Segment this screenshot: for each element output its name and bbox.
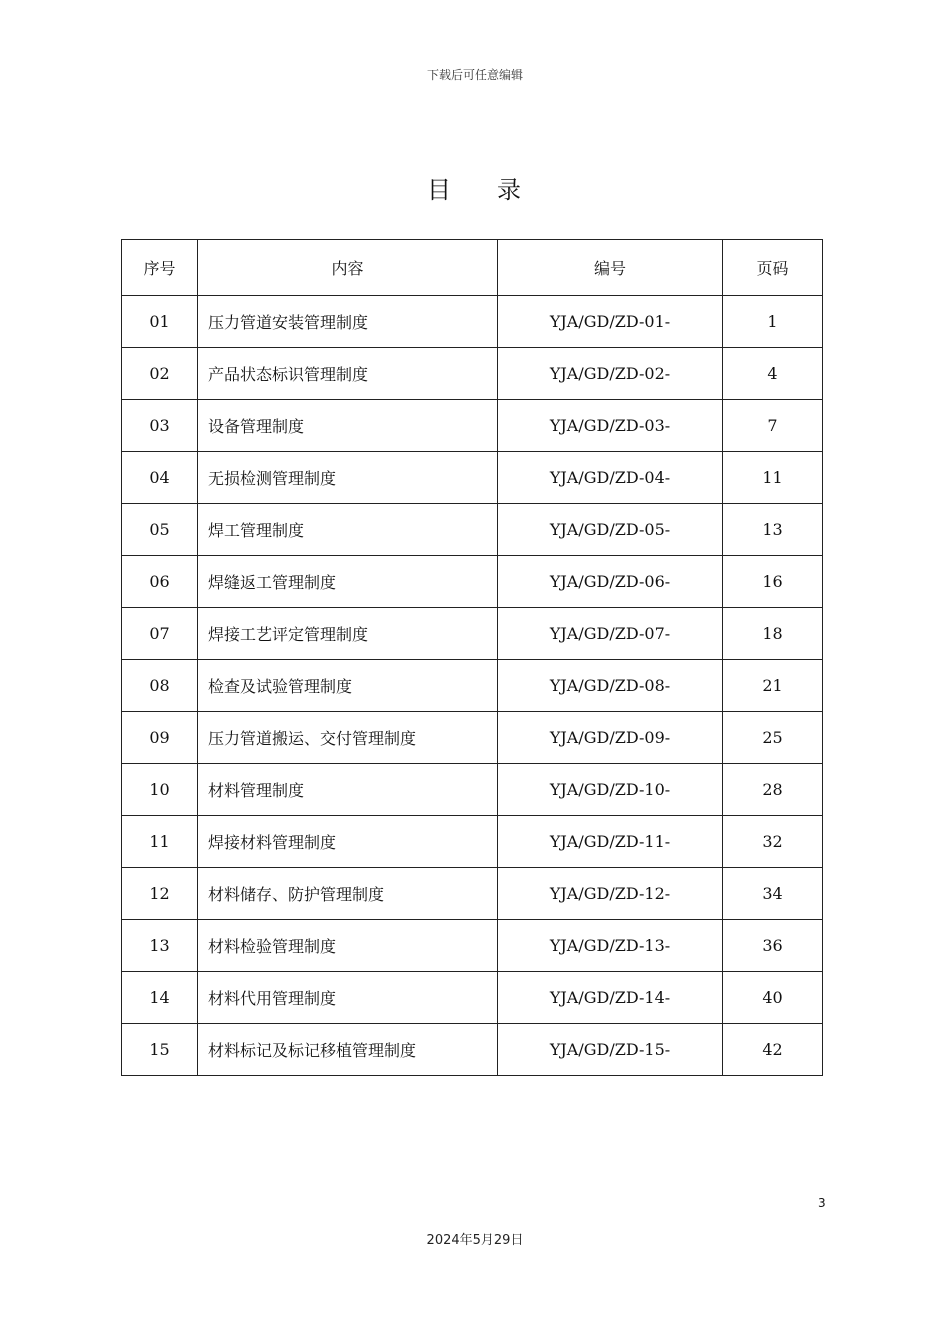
row-content: 材料标记及标记移植管理制度 bbox=[198, 1024, 498, 1076]
header-content: 内容 bbox=[198, 240, 498, 296]
row-number: 12 bbox=[122, 868, 198, 920]
row-content: 焊工管理制度 bbox=[198, 504, 498, 556]
table-row bbox=[122, 816, 823, 868]
row-content: 设备管理制度 bbox=[198, 400, 498, 452]
row-page: 11 bbox=[723, 452, 823, 504]
row-code: YJA/GD/ZD-06- bbox=[498, 556, 723, 608]
row-page: 40 bbox=[723, 972, 823, 1024]
page-title bbox=[0, 170, 950, 205]
row-code: YJA/GD/ZD-02- bbox=[498, 348, 723, 400]
toc-table bbox=[121, 239, 823, 1076]
row-page: 32 bbox=[723, 816, 823, 868]
row-content: 无损检测管理制度 bbox=[198, 452, 498, 504]
row-code: YJA/GD/ZD-08- bbox=[498, 660, 723, 712]
header-page: 页码 bbox=[723, 240, 823, 296]
row-content: 检查及试验管理制度 bbox=[198, 660, 498, 712]
row-number: 01 bbox=[122, 296, 198, 348]
table-row bbox=[122, 556, 823, 608]
row-content: 焊缝返工管理制度 bbox=[198, 556, 498, 608]
row-code: YJA/GD/ZD-12- bbox=[498, 868, 723, 920]
header-note: 下载后可任意编辑 bbox=[426, 68, 523, 82]
row-page: 4 bbox=[723, 348, 823, 400]
row-code: YJA/GD/ZD-07- bbox=[498, 608, 723, 660]
footer-date: 2024年5月29日 bbox=[426, 1233, 524, 1248]
row-page: 25 bbox=[723, 712, 823, 764]
table-row bbox=[122, 608, 823, 660]
row-code: YJA/GD/ZD-04- bbox=[498, 452, 723, 504]
table-row bbox=[122, 296, 823, 348]
row-content: 压力管道搬运、交付管理制度 bbox=[198, 712, 498, 764]
row-code: YJA/GD/ZD-13- bbox=[498, 920, 723, 972]
title-char: 目 bbox=[427, 176, 453, 204]
table-row bbox=[122, 712, 823, 764]
page-number: 3 bbox=[818, 1196, 826, 1210]
row-page: 18 bbox=[723, 608, 823, 660]
row-number: 11 bbox=[122, 816, 198, 868]
table-row bbox=[122, 400, 823, 452]
row-page: 13 bbox=[723, 504, 823, 556]
table-row bbox=[122, 764, 823, 816]
row-number: 15 bbox=[122, 1024, 198, 1076]
table-row bbox=[122, 504, 823, 556]
row-content: 产品状态标识管理制度 bbox=[198, 348, 498, 400]
row-page: 36 bbox=[723, 920, 823, 972]
row-page: 1 bbox=[723, 296, 823, 348]
table-row bbox=[122, 348, 823, 400]
row-number: 07 bbox=[122, 608, 198, 660]
row-code: YJA/GD/ZD-09- bbox=[498, 712, 723, 764]
row-content: 材料储存、防护管理制度 bbox=[198, 868, 498, 920]
toc-header-row bbox=[122, 240, 823, 296]
row-content: 材料代用管理制度 bbox=[198, 972, 498, 1024]
row-page: 21 bbox=[723, 660, 823, 712]
row-page: 34 bbox=[723, 868, 823, 920]
table-row bbox=[122, 972, 823, 1024]
row-page: 16 bbox=[723, 556, 823, 608]
row-code: YJA/GD/ZD-15- bbox=[498, 1024, 723, 1076]
row-number: 13 bbox=[122, 920, 198, 972]
table-row bbox=[122, 452, 823, 504]
table-row bbox=[122, 868, 823, 920]
row-page: 7 bbox=[723, 400, 823, 452]
row-code: YJA/GD/ZD-11- bbox=[498, 816, 723, 868]
row-code: YJA/GD/ZD-05- bbox=[498, 504, 723, 556]
row-code: YJA/GD/ZD-03- bbox=[498, 400, 723, 452]
row-number: 14 bbox=[122, 972, 198, 1024]
row-page: 28 bbox=[723, 764, 823, 816]
row-number: 09 bbox=[122, 712, 198, 764]
row-page: 42 bbox=[723, 1024, 823, 1076]
row-number: 06 bbox=[122, 556, 198, 608]
table-row bbox=[122, 1024, 823, 1076]
row-number: 05 bbox=[122, 504, 198, 556]
row-code: YJA/GD/ZD-01- bbox=[498, 296, 723, 348]
row-code: YJA/GD/ZD-10- bbox=[498, 764, 723, 816]
header-no: 序号 bbox=[122, 240, 198, 296]
row-number: 02 bbox=[122, 348, 198, 400]
table-row bbox=[122, 920, 823, 972]
row-code: YJA/GD/ZD-14- bbox=[498, 972, 723, 1024]
row-number: 04 bbox=[122, 452, 198, 504]
table-row bbox=[122, 660, 823, 712]
title-char: 录 bbox=[497, 176, 523, 204]
row-number: 10 bbox=[122, 764, 198, 816]
row-content: 焊接材料管理制度 bbox=[198, 816, 498, 868]
toc-body bbox=[122, 296, 823, 1076]
row-number: 03 bbox=[122, 400, 198, 452]
row-content: 压力管道安装管理制度 bbox=[198, 296, 498, 348]
row-number: 08 bbox=[122, 660, 198, 712]
header-code: 编号 bbox=[498, 240, 723, 296]
row-content: 材料管理制度 bbox=[198, 764, 498, 816]
row-content: 焊接工艺评定管理制度 bbox=[198, 608, 498, 660]
row-content: 材料检验管理制度 bbox=[198, 920, 498, 972]
